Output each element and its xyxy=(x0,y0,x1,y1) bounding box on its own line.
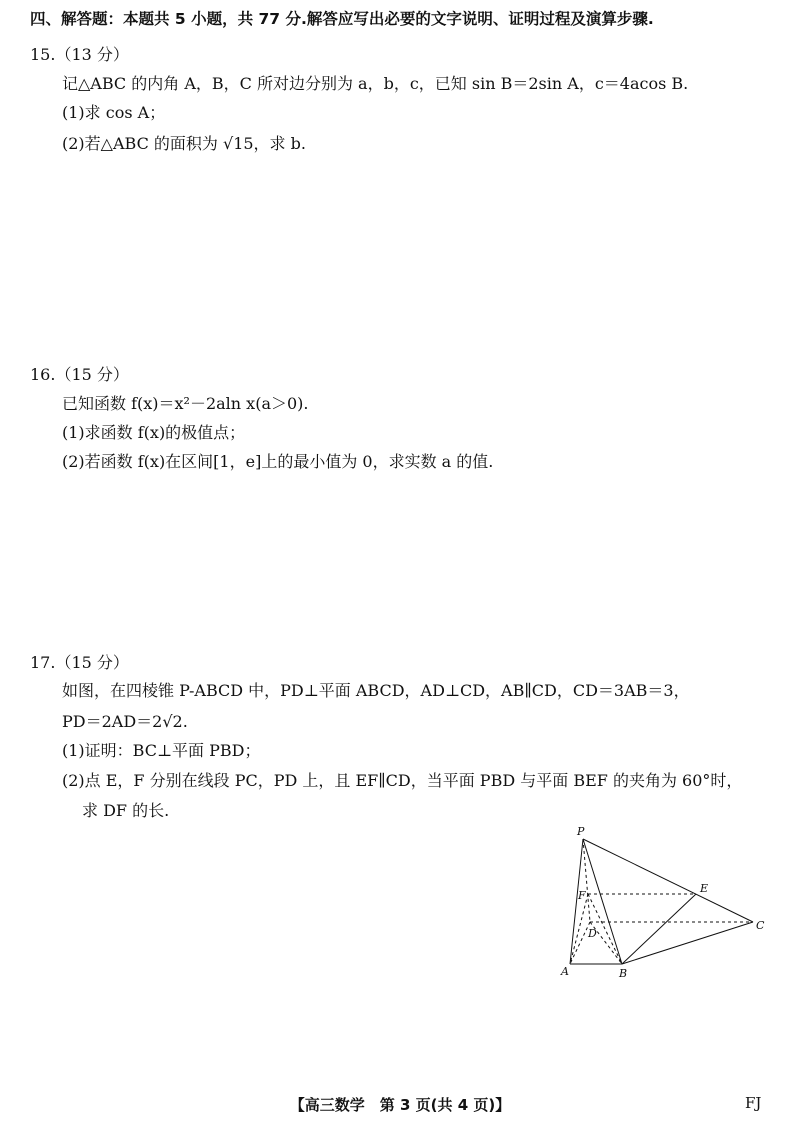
footer-code: FJ xyxy=(745,1094,762,1112)
edge-DA xyxy=(570,922,590,964)
label-D: D xyxy=(588,927,597,940)
q15-stem: 记△ABC 的内角 A，B，C 所对边分别为 a，b，c，已知 sin B＝2sin A，c＝4acos B. xyxy=(62,74,689,93)
q15-part1: (1)求 cos A； xyxy=(62,103,166,122)
q17-part2-line2: 求 DF 的长. xyxy=(82,801,170,820)
q16-head: 16.（15 分） xyxy=(30,365,129,384)
label-A: A xyxy=(561,965,569,978)
label-E: E xyxy=(700,882,709,895)
label-P: P xyxy=(577,825,585,838)
edge-PC xyxy=(583,839,753,922)
edge-FA xyxy=(570,894,588,964)
edge-BC xyxy=(622,922,753,964)
q17-stem-line2: PD＝2AD＝2√2. xyxy=(62,712,188,731)
pyramid-figure xyxy=(550,822,780,987)
section-title: 四、解答题：本题共 5 小题，共 77 分.解答应写出必要的文字说明、证明过程及演算步骤. xyxy=(30,10,654,28)
q15-part2: (2)若△ABC 的面积为 √15，求 b. xyxy=(62,134,306,153)
edge-PB xyxy=(583,839,622,964)
q16-part1: (1)求函数 f(x)的极值点； xyxy=(62,423,246,442)
label-F: F xyxy=(578,889,586,902)
q17-part1: (1)证明：BC⊥平面 PBD； xyxy=(62,741,261,760)
q16-part2: (2)若函数 f(x)在区间[1，e]上的最小值为 0，求实数 a 的值. xyxy=(62,452,494,471)
q16-stem: 已知函数 f(x)＝x²－2aln x(a＞0). xyxy=(62,394,309,413)
q17-head: 17.（15 分） xyxy=(30,653,129,672)
q17-stem-line1: 如图，在四棱锥 P-ABCD 中，PD⊥平面 ABCD，AD⊥CD，AB∥CD，CD＝3AB＝3， xyxy=(62,681,690,700)
q15-head: 15.（13 分） xyxy=(30,45,129,64)
label-C: C xyxy=(756,919,765,932)
page-footer: 【高三数学 第 3 页(共 4 页)】 xyxy=(289,1096,511,1114)
q17-part2-line1: (2)点 E，F 分别在线段 PC，PD 上，且 EF∥CD，当平面 PBD 与平面 BEF 的夹角为 60°时， xyxy=(62,771,743,790)
edge-BE xyxy=(622,894,696,964)
label-B: B xyxy=(619,967,628,980)
